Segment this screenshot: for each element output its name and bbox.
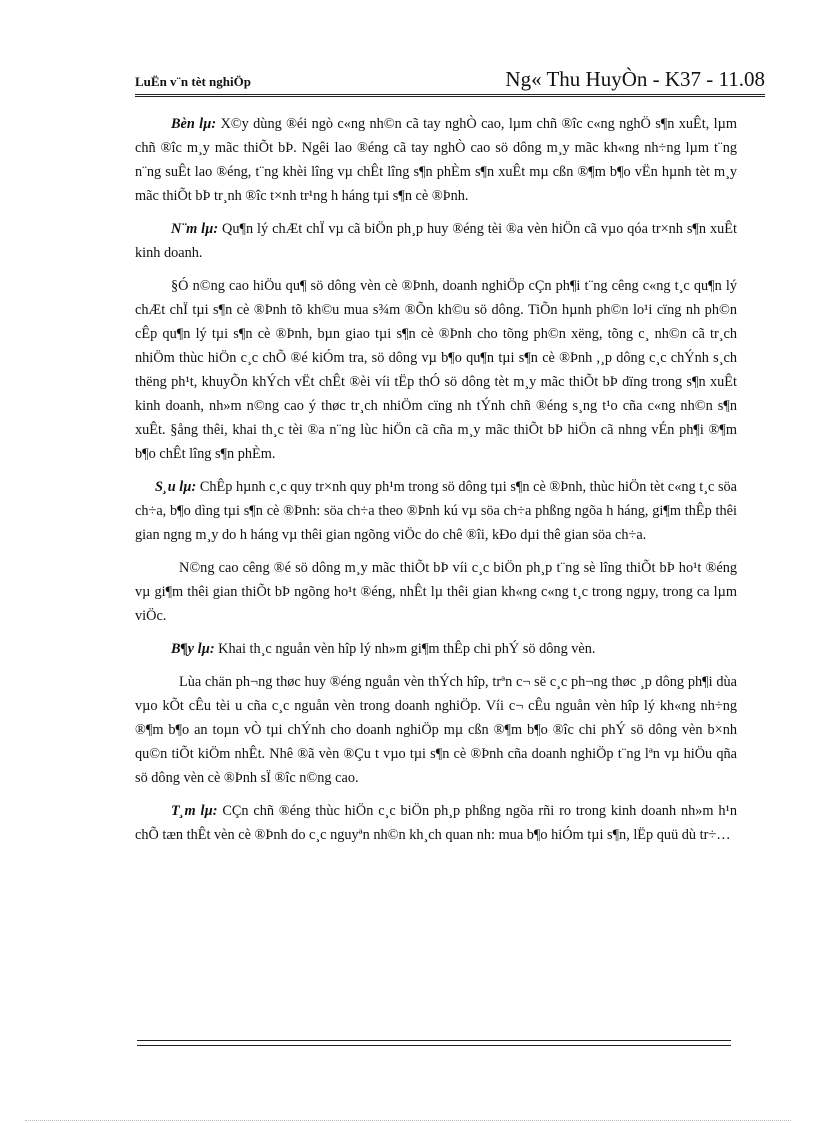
paragraph-text: ChÊp hµnh c¸c quy tr×nh quy ph¹m trong sö dông tµi s¶n cè ®Þnh, thùc hiÖn tèt c«ng t¸c söa ch÷a, b¶o dìng tµi s¶n cè ®Þnh: söa ch÷a theo ®Þnh kú vµ söa ch÷a phßng ngõa h háng, gi¶m thÊp thêi gian ngng m¸y do h háng vµ thêi gian ngõng viÖc do chê ®îi, kÐo dµi thê gian söa ch÷a. [135, 479, 738, 543]
paragraph-text: CÇn chñ ®éng thùc hiÖn c¸c biÖn ph¸p phßng ngõa rñi ro trong kinh doanh nh»m h¹n chÕ tæn thÊt vèn cè ®Þnh do c¸c nguyªn nh©n kh¸ch quan nh: mua b¶o hiÓm tµi s¶n, lËp quü dù tr÷… [135, 803, 737, 843]
page-header [135, 68, 765, 97]
paragraph-text: X©y dùng ®éi ngò c«ng nh©n cã tay nghÒ cao, lµm chñ ®îc c«ng nghÖ s¶n xuÊt, lµm chñ ®îc m¸y mãc thiÕt bÞ. Ngêi lao ®éng cã tay nghÒ cao sö dông m¸y mãc kh«ng nh÷ng lµm t¨ng n¨ng suÊt lao ®éng, t¨ng khèi lîng vµ chÊt lîng s¶n phÈm s¶n xuÊt mµ cßn ®¶m b¶o vËn hµnh tèt m¸y mãc thiÕt bÞ tr¸nh ®îc t×nh tr¹ng h háng tµi s¶n cè ®Þnh. [135, 116, 737, 204]
paragraph-text: N©ng cao cêng ®é sö dông m¸y mãc thiÕt bÞ víi c¸c biÖn ph¸p t¨ng sè lîng thiÕt bÞ ho¹t ®éng vµ gi¶m thêi gian thiÕt bÞ ngõng ho¹t ®éng, nhÊt lµ thêi gian kh«ng c«ng t¸c trong ngµy, trong ca lµm viÖc. [135, 560, 737, 624]
paragraph-6-detail [135, 556, 737, 628]
header-author: Ng« Thu HuyÒn - K37 - 11.08 [505, 67, 765, 91]
paragraph-7-detail [135, 670, 737, 790]
paragraph-text: Lùa chän ph¬ng thøc huy ®éng nguån vèn thÝch hîp, trªn c¬ së c¸c ph¬ng thøc ¸p dông ph¶i dùa vµo kÕt cÊu tèi u cña c¸c nguån vèn trong doanh nghiÖp. Víi c¬ cÊu nguån vèn hîp lý kh«ng nh÷ng ®¶m b¶o an toµn vÒ tµi chÝnh cho doanh nghiÖp mµ cßn ®¶m b¶o ®îc chi phÝ sö dông vèn b×nh qu©n tiÕt kiÖm nhÊt. Nhê ®ã vèn ®Çu t vµo tµi s¶n cè ®Þnh cña doanh nghiÖp t¨ng lªn vµ hiÖu qña sö dông vèn cè ®Þnh sÏ ®îc n©ng cao. [135, 674, 737, 786]
paragraph-7 [135, 637, 737, 661]
paragraph-5-detail [135, 274, 737, 466]
page-edge [25, 1120, 791, 1121]
paragraph-lead: S¸u lµ: [155, 479, 197, 495]
paragraph-lead: N¨m lµ: [171, 221, 219, 237]
paragraph-6 [135, 475, 737, 547]
paragraph-text: §Ó n©ng cao hiÖu qu¶ sö dông vèn cè ®Þnh, doanh nghiÖp cÇn ph¶i t¨ng cêng c«ng t¸c qu¶n lý chÆt chÏ tµi s¶n cè ®Þnh tõ kh©u mua s¾m ®Õn kh©u sö dông. TiÕn hµnh ph©n lo¹i cïng nh ph©n cÊp qu¶n lý tµi s¶n cè ®Þnh, bµn giao tµi s¶n cè ®Þnh cho tõng ph©n xëng, tõng c¸ nh©n cã tr¸ch nhiÖm thùc hiÖn c¸c chÕ ®é kiÓm tra, sö dông vµ b¶o qu¶n tµi s¶n cè ®Þnh ,¸p dông c¸c chÝnh s¸ch thëng ph¹t, khuyÕn khÝch vËt chÊt ®èi víi tËp thÓ sö dông tèt m¸y mãc thiÕt bÞ dïng trong s¶n xuÊt kinh doanh, nh»m n©ng cao ý thøc tr¸ch nhiÖm cïng nh tÝnh chñ ®éng s¸ng t¹o cña c«ng nh©n s¶n xuÊt. §ång thêi, khai th¸c tèi ®a n¨ng lùc hiÖn cã cña m¸y mãc thiÕt bÞ hiÖn cã nhng vÉn ph¶i ®¶m b¶o chÊt lîng s¶n phÈm. [135, 278, 737, 462]
paragraph-text: Khai th¸c nguån vèn hîp lý nh»m gi¶m thÊp chi phÝ sö dông vèn. [214, 641, 596, 657]
paragraph-5 [135, 217, 737, 265]
paragraph-lead: T¸m lµ: [171, 803, 218, 819]
paragraph-text: Qu¶n lý chÆt chÏ vµ cã biÖn ph¸p huy ®éng tèi ®a vèn hiÖn cã vµo qóa tr×nh s¶n xuÊt kinh doanh. [135, 221, 737, 261]
paragraph-lead: Bèn lµ: [171, 116, 217, 132]
paragraph-lead: B¶y lµ: [171, 641, 215, 657]
footer-rule [137, 1040, 731, 1046]
paragraph-8 [135, 799, 737, 847]
header-title: LuËn v¨n tèt nghiÖp [135, 74, 251, 89]
paragraph-4 [135, 112, 737, 208]
document-body [135, 112, 737, 856]
